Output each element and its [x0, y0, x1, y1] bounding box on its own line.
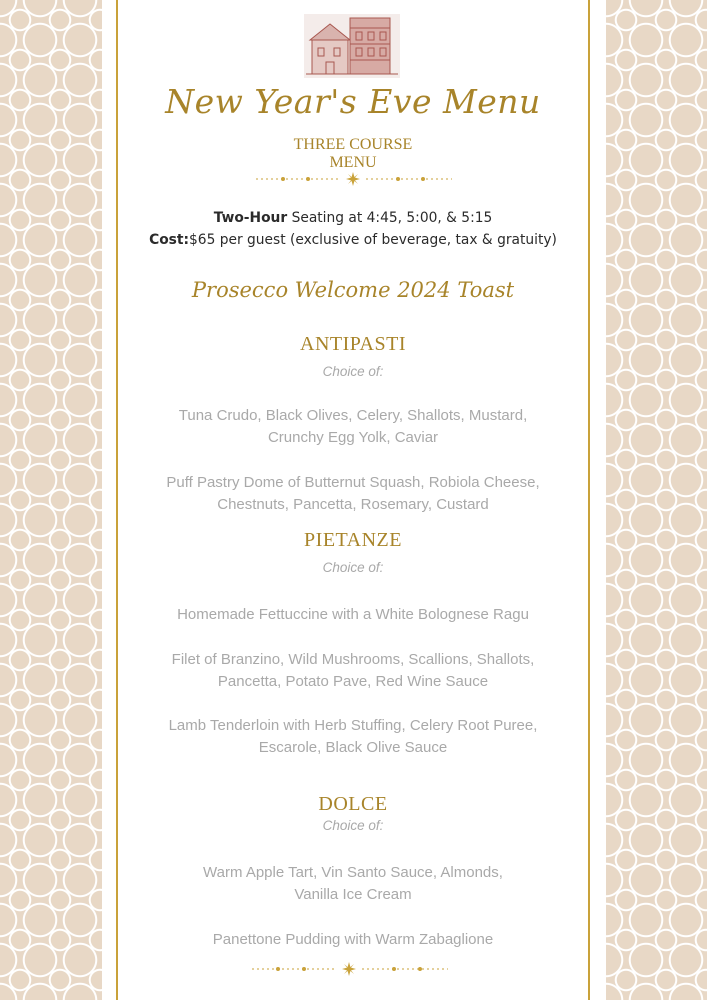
right-gold-rule	[588, 0, 590, 1000]
dish-line: Homemade Fettuccine with a White Bolognese Ragu	[177, 606, 529, 623]
starburst-divider-icon	[118, 962, 588, 976]
dish-line: Puff Pastry Dome of Butternut Squash, Robiola Cheese,	[166, 474, 540, 491]
building-sketch-icon	[302, 10, 402, 80]
section-heading-antipasti: ANTIPASTI	[300, 333, 406, 355]
right-pattern-panel	[606, 0, 707, 1000]
left-pattern-panel	[0, 0, 102, 1000]
dish-line: Filet of Branzino, Wild Mushrooms, Scallions, Shallots,	[171, 651, 535, 668]
cost-line	[118, 229, 588, 251]
dish-item	[128, 472, 578, 516]
seating-text: Seating at 4:45, 5:00, & 5:15	[287, 210, 493, 226]
dish-item	[128, 862, 578, 906]
dish-line: Escarole, Black Olive Sauce	[258, 739, 448, 756]
seating-info	[118, 207, 588, 251]
section-choice-dolce: Choice of:	[322, 818, 384, 833]
section-choice-pietanze: Choice of:	[322, 560, 384, 575]
dish-line: Lamb Tenderloin with Herb Stuffing, Celery Root Puree,	[168, 717, 538, 734]
dish-item	[128, 405, 578, 449]
section-heading-pietanze: PIETANZE	[304, 529, 402, 551]
dish-line: Pancetta, Potato Pave, Red Wine Sauce	[217, 673, 489, 690]
dish-line: Crunchy Egg Yolk, Caviar	[267, 429, 439, 446]
section-heading-dolce: DOLCE	[318, 793, 388, 815]
seating-line	[118, 207, 588, 229]
starburst-divider-icon	[118, 172, 588, 186]
cost-text: $65 per guest (exclusive of beverage, tax & gratuity)	[189, 232, 557, 248]
cost-label: Cost:	[149, 232, 190, 248]
dish-line: Warm Apple Tart, Vin Santo Sauce, Almonds,	[203, 864, 503, 881]
subtitle-line-2: MENU	[329, 154, 377, 171]
menu-content	[118, 0, 588, 1000]
dish-item	[128, 604, 578, 626]
menu-title: New Year's Eve Menu	[165, 82, 541, 121]
menu-subtitle	[118, 136, 588, 172]
dish-item	[128, 929, 578, 951]
dish-item	[128, 715, 578, 759]
dish-line: Panettone Pudding with Warm Zabaglione	[212, 931, 494, 948]
toast-line: Prosecco Welcome 2024 Toast	[191, 278, 515, 302]
seating-label: Two-Hour	[213, 210, 288, 226]
dish-line: Vanilla Ice Cream	[294, 886, 412, 903]
dish-line: Tuna Crudo, Black Olives, Celery, Shallots, Mustard,	[178, 407, 528, 424]
section-choice-antipasti: Choice of:	[322, 364, 384, 379]
subtitle-line-1: THREE COURSE	[293, 136, 413, 153]
dish-item	[128, 649, 578, 693]
dish-line: Chestnuts, Pancetta, Rosemary, Custard	[217, 496, 489, 513]
